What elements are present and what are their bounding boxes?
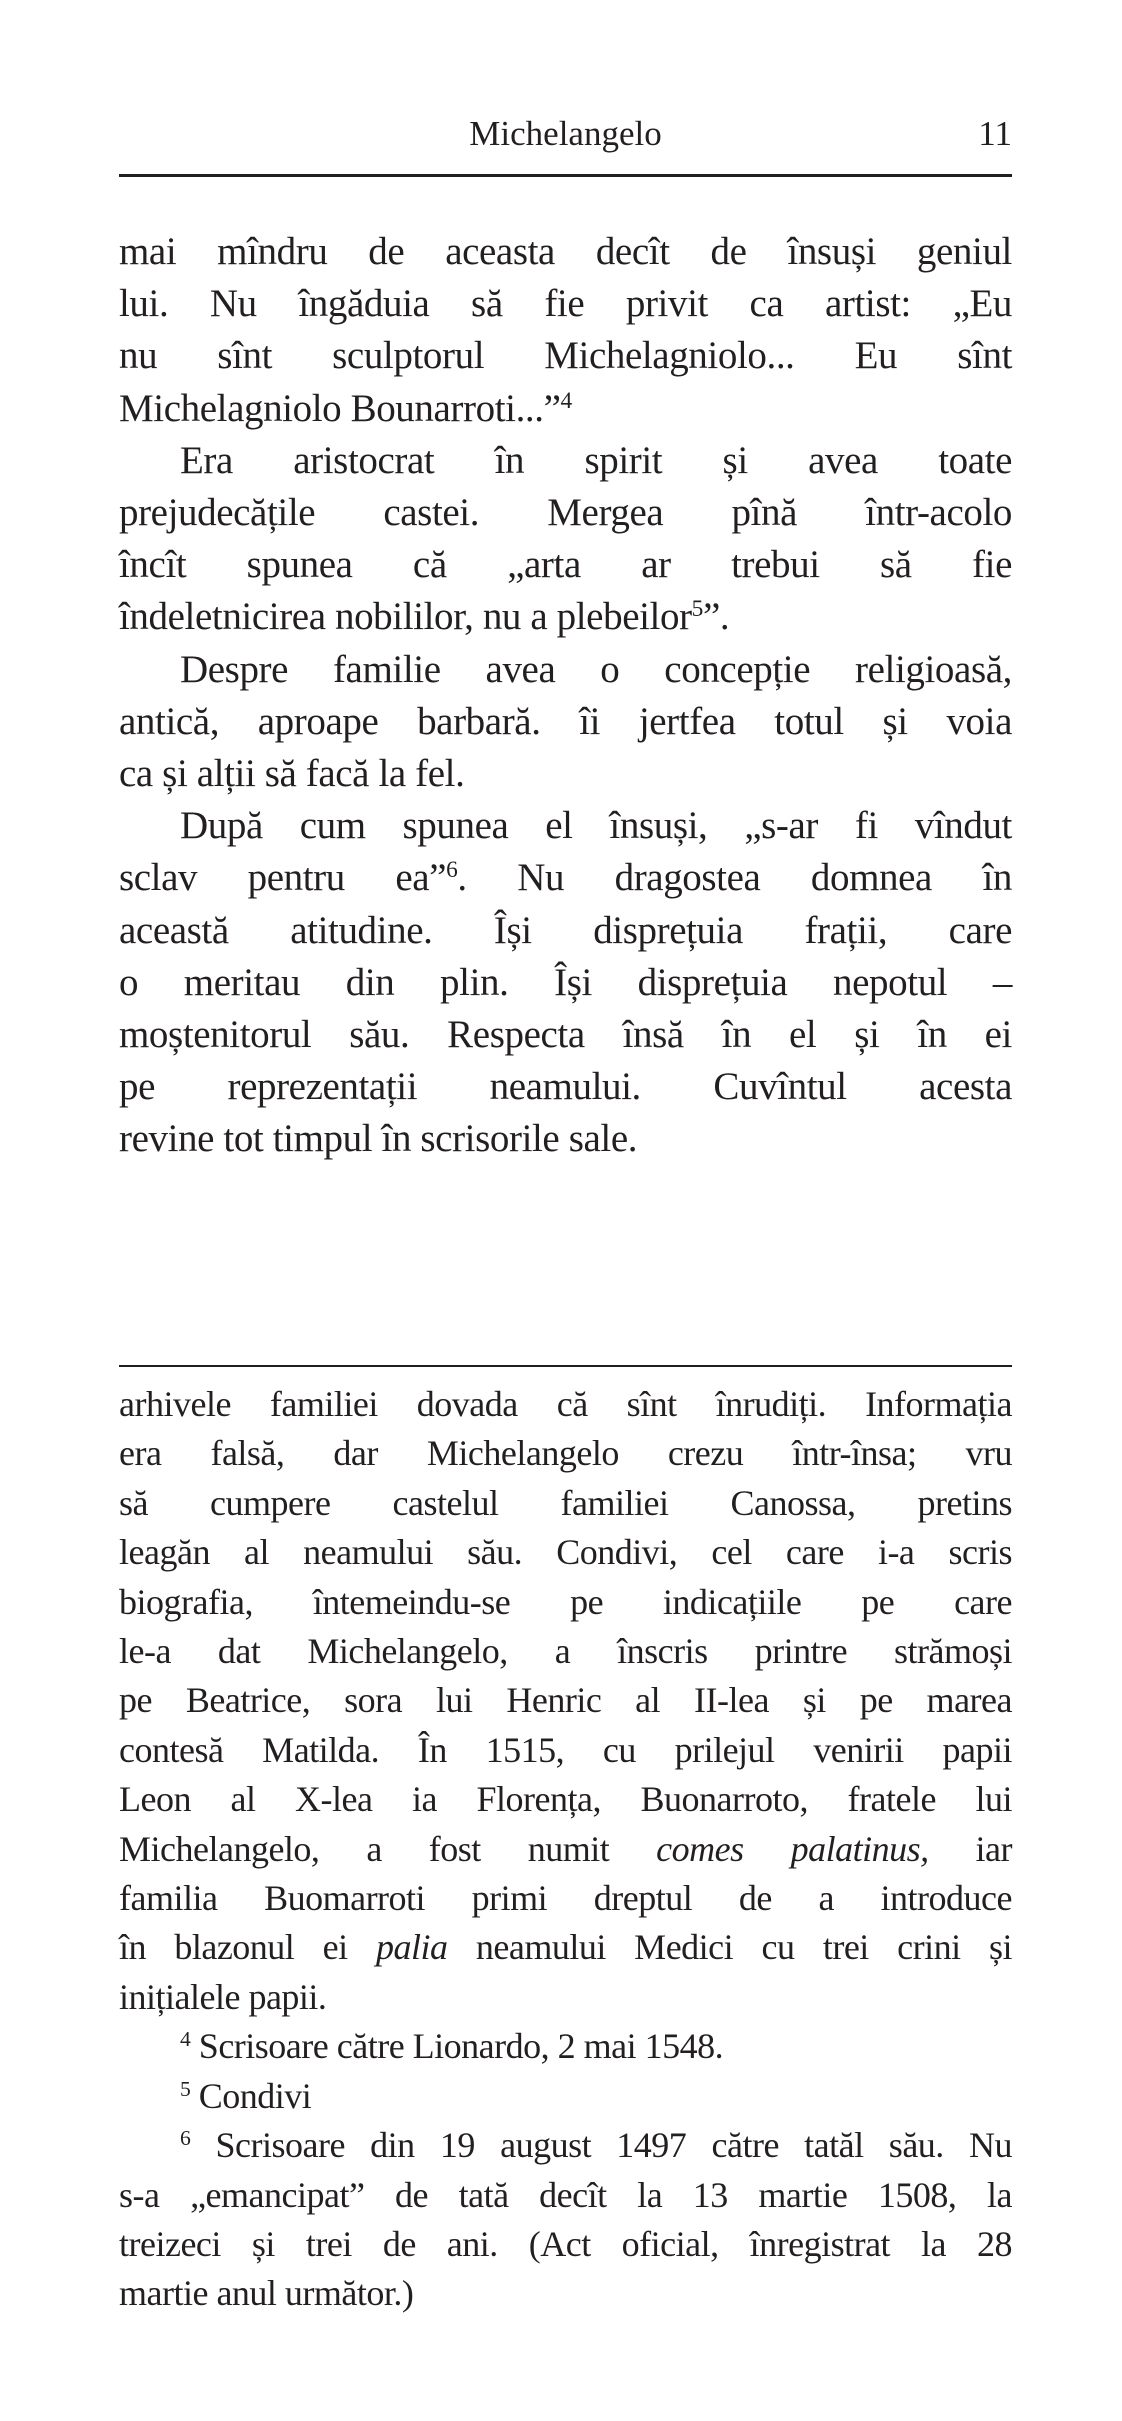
text-run: această atitudine. Își disprețuia frații, care xyxy=(119,908,1012,952)
text-line xyxy=(119,487,1012,539)
text-run: pe Beatrice, sora lui Henric al II-lea și pe marea xyxy=(119,1680,1012,1721)
footnote-marker: 6 xyxy=(446,857,458,884)
text-run: Scrisoare către Lionardo, 2 mai 1548. xyxy=(190,2026,724,2067)
text-run: ”. xyxy=(702,595,730,639)
text-run: revine tot timpul în scrisorile sale. xyxy=(119,1117,638,1161)
footnote-marker: 4 xyxy=(180,2027,191,2052)
text-line xyxy=(119,1775,1012,1824)
text-run: După cum spunea el însuși, „s-ar fi vîndut xyxy=(180,804,1012,848)
text-line xyxy=(119,1874,1012,1923)
text-line xyxy=(119,644,1012,696)
footnote-marker: 5 xyxy=(691,596,703,623)
text-run: Scrisoare din 19 august 1497 către tatăl său. Nu xyxy=(190,2125,1012,2166)
footnotes xyxy=(119,1380,1012,2319)
text-line xyxy=(119,1528,1012,1577)
text-line xyxy=(119,1429,1012,1478)
text-run: Era aristocrat în spirit și avea toate xyxy=(180,438,1012,482)
text-line xyxy=(119,1009,1012,1061)
text-run: sclav pentru ea” xyxy=(119,856,447,900)
text-run: Leon al X-lea ia Florența, Buonarroto, fratele lui xyxy=(119,1779,1012,1820)
text-line xyxy=(119,696,1012,748)
text-line xyxy=(119,1726,1012,1775)
footnote-rule xyxy=(119,1365,1012,1367)
footnote-marker: 6 xyxy=(180,2126,191,2151)
text-run: era falsă, dar Michelangelo crezu într-însa; vru xyxy=(119,1433,1012,1474)
text-run: neamului Medici cu trei crini și xyxy=(447,1927,1012,1968)
text-run: arhivele familiei dovada că sînt înrudiți. Informația xyxy=(119,1384,1012,1424)
text-run: . Nu dragostea domnea în xyxy=(457,856,1012,900)
text-line xyxy=(119,591,1012,643)
text-line xyxy=(119,1923,1012,1972)
text-run: mai mîndru de aceasta decît de însuși geniul xyxy=(119,230,1012,273)
text-run: îndeletnicirea nobililor, nu a plebeilor xyxy=(119,595,692,639)
footnote xyxy=(119,2022,1012,2071)
footnote xyxy=(119,2072,1012,2121)
text-line xyxy=(119,2121,1012,2170)
text-line xyxy=(119,1113,1012,1165)
footnote xyxy=(119,2121,1012,2319)
paragraph xyxy=(119,226,1012,435)
text-run: pe reprezentații neamului. Cuvîntul acesta xyxy=(119,1065,1012,1109)
text-run: prejudecățile castei. Mergea pînă într-acolo xyxy=(119,491,1012,535)
text-run: martie anul următor.) xyxy=(119,2273,414,2314)
text-line xyxy=(119,539,1012,591)
text-line xyxy=(119,278,1012,330)
text-run: o meritau din plin. Își disprețuia nepotul – xyxy=(119,960,1012,1004)
text-line xyxy=(119,1061,1012,1113)
text-run: leagăn al neamului său. Condivi, cel care i-a scris xyxy=(119,1532,1012,1573)
text-line xyxy=(119,2220,1012,2269)
text-line xyxy=(119,1676,1012,1725)
text-line xyxy=(119,226,1012,278)
text-run: contesă Matilda. În 1515, cu prilejul venirii papii xyxy=(119,1729,1012,1770)
text-line xyxy=(119,1578,1012,1627)
paragraph xyxy=(119,435,1012,644)
text-line xyxy=(119,1973,1012,2022)
text-run: le-a dat Michelangelo, a înscris printre strămoși xyxy=(119,1631,1012,1672)
running-header-title: Michelangelo xyxy=(469,114,662,153)
paragraph xyxy=(119,800,1012,1165)
footnote xyxy=(119,1380,1012,2022)
header-rule xyxy=(119,174,1012,177)
text-run: Michelagniolo Bounarroti...” xyxy=(119,386,561,430)
text-run: Despre familie avea o concepție religioasă, xyxy=(180,647,1012,691)
footnote-marker: 4 xyxy=(560,387,572,414)
text-line xyxy=(119,1825,1012,1874)
page-number: 11 xyxy=(978,114,1012,153)
text-line xyxy=(119,383,1012,435)
text-run: să cumpere castelul familiei Canossa, pretins xyxy=(119,1482,1012,1523)
text-run: s-a „emancipat” de tată decît la 13 martie 1508, la xyxy=(119,2174,1012,2215)
text-line xyxy=(119,2072,1012,2121)
text-run: treizeci și trei de ani. (Act oficial, înregistrat la 28 xyxy=(119,2223,1012,2264)
italic-text: comes palatinus, xyxy=(656,1828,929,1869)
italic-text: palia xyxy=(376,1927,448,1968)
text-line xyxy=(119,2022,1012,2071)
text-line xyxy=(119,748,1012,800)
text-run: inițialele papii. xyxy=(119,1976,327,2017)
text-line xyxy=(119,2171,1012,2220)
text-line xyxy=(119,800,1012,852)
text-run: ca și alții să facă la fel. xyxy=(119,752,465,796)
text-run: încît spunea că „arta ar trebui să fie xyxy=(119,543,1012,587)
text-line xyxy=(119,435,1012,487)
text-line xyxy=(119,852,1012,904)
footnote-marker: 5 xyxy=(180,2076,191,2101)
text-run: biografia, întemeindu-se pe indicațiile pe care xyxy=(119,1581,1012,1622)
text-line xyxy=(119,1380,1012,1429)
text-run: în blazonul ei xyxy=(119,1927,376,1968)
text-line xyxy=(119,905,1012,957)
text-line xyxy=(119,330,1012,382)
text-run: lui. Nu îngăduia să fie privit ca artist: „Eu xyxy=(119,282,1012,326)
text-run: Michelangelo, a fost numit xyxy=(119,1828,657,1869)
body-text xyxy=(119,226,1012,1166)
paragraph xyxy=(119,644,1012,801)
text-run: antică, aproape barbară. îi jertfea totul și voia xyxy=(119,699,1012,743)
text-run: iar xyxy=(928,1828,1012,1869)
text-run: Condivi xyxy=(190,2075,312,2116)
text-run: familia Buomarroti primi dreptul de a introduce xyxy=(119,1878,1012,1919)
text-line xyxy=(119,1627,1012,1676)
text-line xyxy=(119,2269,1012,2318)
text-run: moștenitorul său. Respecta însă în el și în ei xyxy=(119,1013,1012,1057)
text-line xyxy=(119,957,1012,1009)
text-line xyxy=(119,1479,1012,1528)
text-run: nu sînt sculptorul Michelagniolo... Eu sînt xyxy=(119,334,1012,378)
